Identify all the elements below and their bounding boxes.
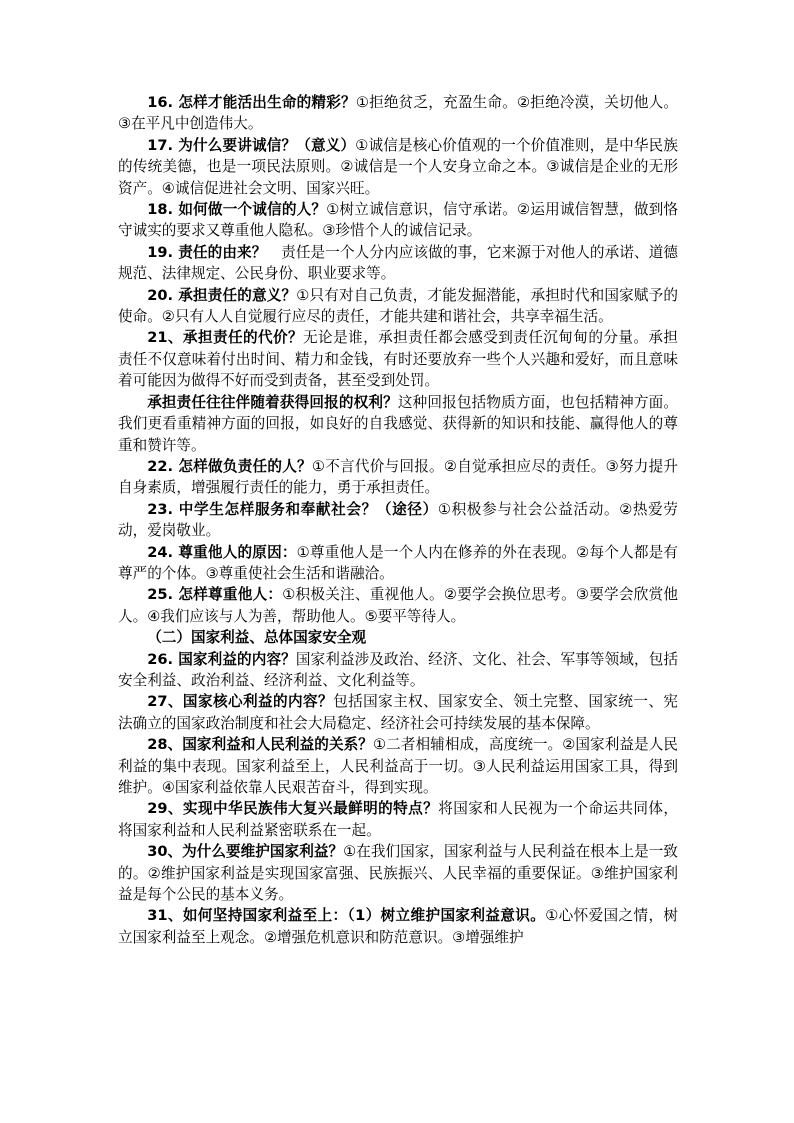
question-text: 23. 中学生怎样服务和奉献社会？（途径） [147,500,438,518]
qa-item-17 [118,135,678,199]
qa-item-28 [118,734,678,798]
answer-text: 责任是一个人分内应该做的事，它来源于对他人的承诺、道德规范、法律规定、公民身份、职业要求等。 [118,243,678,283]
qa-item-19 [118,242,678,285]
question-text: 20. 承担责任的意义？ [147,286,297,304]
question-text: 22. 怎样做负责任的人？ [147,457,312,475]
answer-text: ①只有对自己负责，才能发掘潜能，承担时代和国家赋予的使命。②只有人人自觉履行应尽的责任，才能共建和谐社会，共享幸福生活。 [118,286,678,326]
question-text: 28、国家利益和人民利益的关系？ [147,736,373,754]
question-text: 29、实现中华民族伟大复兴最鲜明的特点？ [147,800,439,818]
qa-item-21 [118,327,678,391]
answer-text: ①在我们国家，国家利益与人民利益在根本上是一致的。②维护国家利益是实现国家富强、民族振兴、人民幸福的重要保证。③维护国家利益是每个公民的基本义务。 [118,843,678,904]
answer-text: 国家利益涉及政治、经济、文化、社会、军事等领域，包括安全利益、政治利益、经济利益、文化利益等。 [118,650,678,689]
document-page [118,92,678,948]
answer-text: ①尊重他人是一个人内在修养的外在表现。②每个人都是有尊严的个体。③尊重使社会生活和谐融洽。 [118,543,679,582]
qa-item-22 [118,456,678,499]
answer-text: ①不言代价与回报。②自觉承担应尽的责任。③努力提升自身素质，增强履行责任的能力，勇于承担责任。 [118,457,678,497]
qa-item-18 [118,199,678,242]
qa-item-24 [118,542,678,585]
question-text: 18. 如何做一个诚信的人？ [147,201,327,219]
answer-text: ①诚信是核心价值观的一个价值准则，是中华民族的传统美德，也是一项民法原则。②诚信是一个人安身立命之本。③诚信是企业的无形资产。④诚信促进社会文明、国家兴旺。 [118,136,678,197]
answer-text: ①树立诚信意识，信守承诺。②运用诚信智慧，做到恪守诚实的要求又尊重他人隐私。③珍惜个人的诚信记录。 [118,201,678,240]
section-heading: （二）国家利益、总体国家安全观 [147,629,367,647]
qa-item-26 [118,649,678,692]
answer-text: 包括国家主权、国家安全、领土完整、国家统一、宪法确立的国家政治制度和社会大局稳定、经济社会可持续发展的基本保障。 [118,693,678,732]
answer-text: ①二者相辅相成，高度统一。②国家利益是人民利益的集中表现。国家利益至上，人民利益高于一切。③人民利益运用国家工具，得到维护。④国家利益依靠人民艰苦奋斗，得到实现。 [118,736,678,796]
question-text: 24. 尊重他人的原因： [147,543,297,561]
question-text: 19. 责任的由来？ [147,243,267,261]
qa-item-16 [118,92,678,135]
answer-text: ①心怀爱国之情，树立国家利益至上观念。②增强危机意识和防范意识。③增强维护 [118,907,678,946]
qa-item-23 [118,499,678,542]
question-text: 30、为什么要维护国家利益？ [147,843,344,861]
question-text: 21、承担责任的代价？ [147,329,304,347]
question-text: 承担责任往往伴随着获得回报的权利？ [147,393,398,411]
qa-item-20 [118,285,678,328]
answer-text: ①积极关注、重视他人。②要学会换位思考。③要学会欣赏他人。④我们应该与人为善，帮助他人。⑤要平等待人。 [118,586,678,625]
question-text: 17. 为什么要讲诚信？（意义） [147,136,356,154]
question-text: 27、国家核心利益的内容？ [147,693,334,711]
question-text: 31、如何坚持国家利益至上：（1）树立维护国家利益意识。 [147,907,546,925]
qa-item-29 [118,798,678,841]
answer-text: 这种回报包括物质方面，也包括精神方面。我们更看重精神方面的回报，如良好的自我感觉、获得新的知识和技能、赢得他人的尊重和赞许等。 [118,393,678,454]
question-text: 25. 怎样尊重他人： [147,586,283,604]
qa-item-30 [118,841,678,905]
answer-text: ①拒绝贫乏，充盈生命。②拒绝冷漠，关切他人。③在平凡中创造伟大。 [118,94,678,133]
qa-item-27 [118,691,678,734]
qa-item-25 [118,584,678,627]
answer-text: ①积极参与社会公益活动。②热爱劳动，爱岗敬业。 [118,500,679,540]
answer-text: 将国家和人民视为一个命运共同体，将国家利益和人民利益紧密联系在一起。 [118,800,678,839]
answer-text: 无论是谁，承担责任都会感受到责任沉甸甸的分量。承担责任不仅意味着付出时间、精力和金钱，有时还要放弃一些个人兴趣和爱好，而且意味着可能因为做得不好而受到责备，甚至受到处罚。 [118,329,678,390]
question-text: 26. 国家利益的内容？ [147,650,296,668]
qa-item-31 [118,905,678,948]
question-text: 16. 怎样才能活出生命的精彩？ [147,94,356,111]
qa-item-21-reward [118,392,678,456]
